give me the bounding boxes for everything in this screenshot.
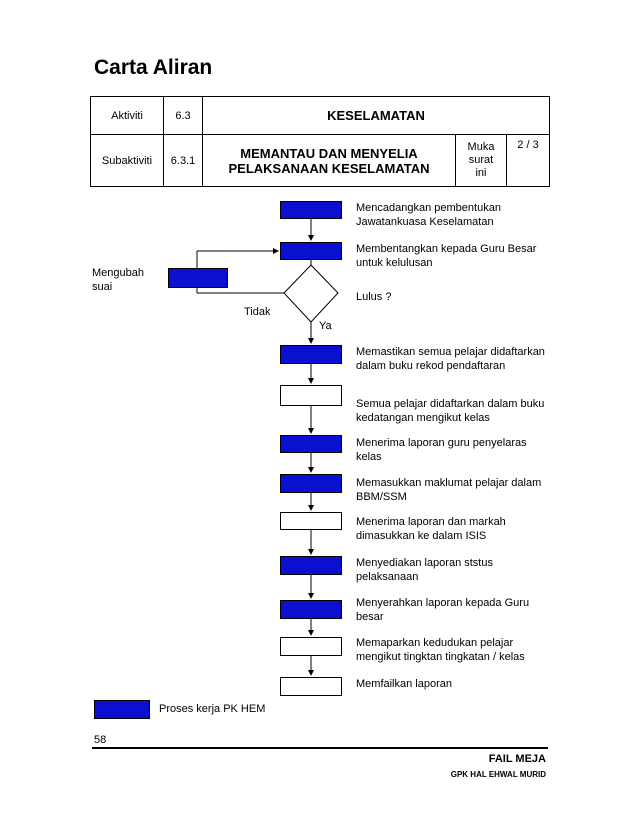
step-text-5: Semua pelajar didaftarkan dalam buku kedatangan mengikut kelas — [356, 398, 545, 424]
step-box-9 — [280, 556, 342, 575]
step-box-1 — [280, 201, 342, 219]
yes-label: Ya — [319, 320, 332, 332]
step-box-10 — [280, 600, 342, 619]
step-box-11 — [280, 637, 342, 656]
muka-surat-line1: Muka — [467, 141, 495, 153]
step-box-8 — [280, 512, 342, 530]
subaktiviti-label: Subaktiviti — [91, 135, 164, 187]
subaktiviti-name-line1: MEMANTAU DAN MENYELIA — [240, 145, 418, 161]
decision-diamond — [284, 265, 338, 322]
no-label: Tidak — [244, 306, 271, 318]
muka-surat-line3: ini — [475, 167, 487, 179]
legend-text: Proses kerja PK HEM — [159, 703, 266, 715]
subaktiviti-code: 6.3.1 — [164, 135, 203, 187]
revise-label — [92, 266, 144, 294]
step-box-5 — [280, 385, 342, 406]
step-text-6: Menerima laporan guru penyelaras kelas — [356, 437, 527, 463]
subaktiviti-name-line2: PELAKSANAAN KESELAMATAN — [228, 160, 430, 176]
step-text-12: Memfailkan laporan — [356, 678, 452, 690]
step-text-4: Memastikan semua pelajar didaftarkan dalam buku rekod pendaftaran — [356, 346, 545, 372]
footer-doc-title: FAIL MEJA — [488, 753, 546, 765]
aktiviti-label: Aktiviti — [91, 97, 164, 135]
step-box-6 — [280, 435, 342, 453]
step-text-11: Memaparkan kedudukan pelajar mengikut tingktan tingkatan / kelas — [356, 637, 525, 663]
step-text-1: Mencadangkan pembentukan Jawatankuasa Keselamatan — [356, 202, 501, 228]
step-box-7 — [280, 474, 342, 493]
revise-label-line1: Mengubah — [92, 267, 144, 279]
page-title: Carta Aliran — [94, 56, 213, 79]
aktiviti-name: KESELAMATAN — [203, 97, 550, 135]
step-box-2 — [280, 242, 342, 260]
legend-swatch — [94, 700, 150, 719]
muka-surat-line2: surat — [468, 154, 494, 166]
step-text-7: Memasukkan maklumat pelajar dalam BBM/SSM — [356, 477, 542, 503]
page-of: 2 / 3 — [507, 135, 550, 187]
page-number: 58 — [94, 734, 107, 746]
step-text-8: Menerima laporan dan markah dimasukkan ke dalam ISIS — [356, 516, 506, 542]
aktiviti-code: 6.3 — [164, 97, 203, 135]
step-box-12 — [280, 677, 342, 696]
step-text-3: Lulus ? — [356, 291, 392, 303]
step-text-9: Menyediakan laporan ststus pelaksanaan — [356, 557, 493, 583]
step-text-2: Membentangkan kepada Guru Besar untuk kelulusan — [356, 243, 537, 269]
footer-rule — [92, 747, 548, 749]
step-box-4 — [280, 345, 342, 364]
footer-doc-subtitle: GPK HAL EHWAL MURID — [450, 770, 546, 779]
revise-box — [168, 268, 228, 288]
step-text-10: Menyerahkan laporan kepada Guru besar — [356, 597, 530, 623]
revise-label-line2: suai — [92, 281, 113, 293]
